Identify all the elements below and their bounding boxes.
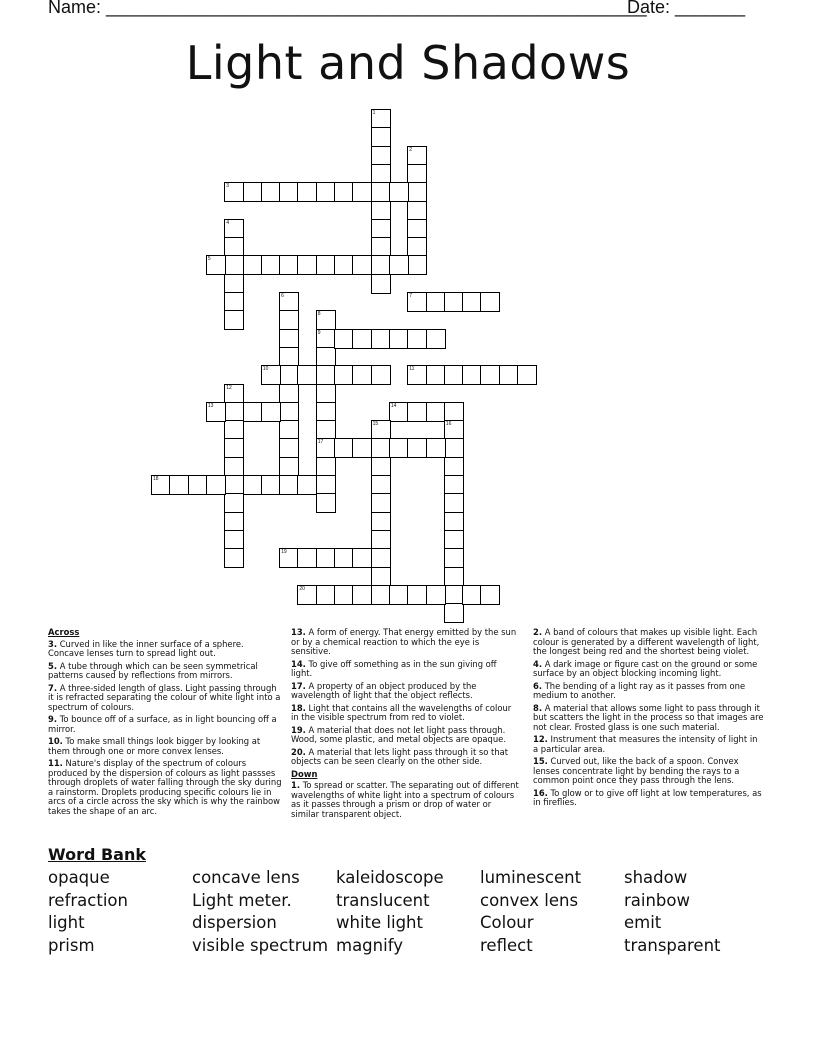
crossword-cell[interactable] bbox=[279, 292, 299, 312]
word-bank-item: convex lens bbox=[480, 890, 579, 910]
cell-number: 1 bbox=[372, 110, 376, 116]
clue-down-6 bbox=[533, 682, 765, 701]
crossword-cell[interactable] bbox=[334, 585, 354, 605]
clue-number: 18. bbox=[291, 702, 306, 713]
crossword-cell[interactable] bbox=[426, 585, 446, 605]
crossword-cell[interactable] bbox=[371, 512, 391, 532]
crossword-cell[interactable] bbox=[426, 365, 446, 385]
clue-number: 3. bbox=[48, 638, 58, 649]
crossword-cell[interactable] bbox=[444, 585, 464, 605]
cell-number: 13 bbox=[207, 402, 214, 409]
crossword-cell[interactable] bbox=[407, 182, 427, 202]
clue-across-14 bbox=[291, 660, 519, 679]
date-line: Date: _______ bbox=[627, 0, 746, 17]
crossword-cell[interactable] bbox=[279, 420, 299, 440]
clues-column-3 bbox=[533, 628, 765, 811]
word-bank-item: Light meter. bbox=[192, 890, 292, 910]
clue-text: Curved in like the inner surface of a sphere. Concave lenses turn to spread light out. bbox=[48, 638, 244, 658]
cell-number: 12 bbox=[226, 384, 232, 391]
crossword-cell[interactable] bbox=[316, 255, 336, 275]
word-bank-item: opaque bbox=[48, 868, 110, 887]
crossword-cell[interactable] bbox=[188, 475, 208, 495]
crossword-cell[interactable] bbox=[407, 402, 427, 422]
crossword-cell[interactable] bbox=[371, 548, 391, 568]
crossword-cell[interactable] bbox=[261, 255, 281, 275]
clue-number: 13. bbox=[291, 627, 306, 637]
word-bank-item: luminescent bbox=[480, 868, 582, 887]
crossword-cell[interactable] bbox=[352, 548, 372, 568]
crossword-cell[interactable] bbox=[224, 475, 244, 495]
crossword-cell[interactable] bbox=[316, 585, 336, 605]
crossword-cell[interactable] bbox=[444, 420, 464, 440]
clue-number: 14. bbox=[291, 658, 306, 669]
crossword-cell[interactable] bbox=[279, 402, 299, 422]
clue-text: A material that lets light pass through it so that objects can be seen clearly on the other side. bbox=[291, 746, 509, 766]
crossword-cell[interactable] bbox=[426, 292, 446, 312]
crossword-cell[interactable] bbox=[389, 402, 409, 422]
word-bank-item: dispersion bbox=[192, 913, 277, 933]
crossword-cell[interactable] bbox=[334, 182, 354, 202]
cell-number: 7 bbox=[409, 293, 412, 299]
crossword-cell[interactable] bbox=[297, 182, 317, 202]
clue-number: 8. bbox=[533, 702, 543, 713]
crossword-cell[interactable] bbox=[352, 329, 372, 349]
word-bank-title: Word Bank bbox=[48, 845, 147, 864]
crossword-cell[interactable] bbox=[279, 548, 299, 568]
crossword-cell[interactable] bbox=[261, 402, 281, 422]
clue-text: To bounce off of a surface, as in light bouncing off a mirror. bbox=[48, 714, 277, 734]
clue-across-10 bbox=[48, 737, 282, 756]
cell-number: 8 bbox=[317, 311, 321, 318]
crossword-cell[interactable] bbox=[462, 585, 482, 605]
cell-number: 15 bbox=[372, 421, 379, 428]
crossword-cell[interactable] bbox=[371, 438, 391, 458]
crossword-cell[interactable] bbox=[261, 475, 281, 495]
clue-down-8 bbox=[533, 704, 765, 733]
crossword-cell[interactable] bbox=[426, 438, 446, 458]
word-bank-item: refraction bbox=[48, 890, 128, 910]
cell-number: 14 bbox=[390, 402, 397, 409]
crossword-cell[interactable] bbox=[499, 365, 519, 385]
crossword-cell[interactable] bbox=[279, 347, 299, 367]
crossword-cell[interactable] bbox=[444, 603, 464, 623]
crossword-cell[interactable] bbox=[261, 182, 281, 202]
clue-number: 17. bbox=[291, 680, 306, 691]
cell-number: 11 bbox=[409, 366, 415, 373]
clue-text: A material that does not let light pass through. Wood, some plastic, and metal objects are opaque. bbox=[291, 724, 507, 744]
word-bank-item: emit bbox=[624, 913, 662, 933]
crossword-cell[interactable] bbox=[426, 329, 446, 349]
crossword-cell[interactable] bbox=[517, 365, 537, 385]
crossword-cell[interactable] bbox=[224, 237, 244, 257]
crossword-cell[interactable] bbox=[151, 475, 171, 495]
crossword-cell[interactable] bbox=[352, 365, 372, 385]
cell-number: 10 bbox=[262, 366, 269, 373]
crossword-cell[interactable] bbox=[352, 438, 372, 458]
cell-number: 2 bbox=[409, 146, 412, 153]
clue-number: 4. bbox=[533, 658, 543, 669]
crossword-cell[interactable] bbox=[279, 182, 299, 202]
crossword-cell[interactable] bbox=[444, 548, 464, 568]
clue-across-9 bbox=[48, 715, 282, 734]
crossword-cell[interactable] bbox=[352, 585, 372, 605]
word-bank-item: translucent bbox=[336, 890, 430, 910]
crossword-cell[interactable] bbox=[297, 475, 317, 495]
word-bank bbox=[48, 868, 744, 959]
crossword-cell[interactable] bbox=[371, 237, 391, 257]
clue-across-7 bbox=[48, 684, 282, 713]
crossword-cell[interactable] bbox=[261, 365, 281, 385]
word-bank-item: kaleidoscope bbox=[336, 868, 444, 887]
crossword-cell[interactable] bbox=[407, 255, 427, 275]
clue-text: To give off something as in the sun giving off light. bbox=[291, 658, 497, 678]
clue-across-13 bbox=[291, 628, 519, 657]
page-title: Light and Shadows bbox=[185, 36, 631, 90]
crossword-cell[interactable] bbox=[371, 420, 391, 440]
crossword-cell[interactable] bbox=[279, 457, 299, 477]
crossword-cell[interactable] bbox=[407, 585, 427, 605]
crossword-cell[interactable] bbox=[444, 457, 464, 477]
crossword-cell[interactable] bbox=[224, 310, 244, 330]
cell-number: 19 bbox=[281, 549, 287, 556]
crossword-cell[interactable] bbox=[279, 310, 299, 330]
crossword-cell[interactable] bbox=[169, 475, 189, 495]
crossword-cell[interactable] bbox=[224, 548, 244, 568]
crossword-cell[interactable] bbox=[243, 182, 263, 202]
crossword-cell[interactable] bbox=[224, 420, 244, 440]
crossword-cell[interactable] bbox=[334, 548, 354, 568]
crossword-cell[interactable] bbox=[371, 585, 391, 605]
crossword-cell[interactable] bbox=[334, 438, 354, 458]
crossword-cell[interactable] bbox=[316, 329, 336, 349]
crossword-cell[interactable] bbox=[480, 292, 500, 312]
clue-text: To make small things look bigger by looking at them through one or more convex lenses. bbox=[48, 736, 261, 756]
crossword-cell[interactable] bbox=[444, 567, 464, 587]
word-bank-item: Colour bbox=[480, 913, 534, 933]
crossword-cell[interactable] bbox=[426, 402, 446, 422]
clue-text: To glow or to give off light at low temperatures, as in fireflies. bbox=[533, 787, 762, 807]
crossword-cell[interactable] bbox=[316, 402, 336, 422]
across-heading: Across bbox=[48, 627, 80, 637]
crossword-cell[interactable] bbox=[371, 329, 391, 349]
clue-down-12 bbox=[533, 735, 765, 754]
crossword-cell[interactable] bbox=[407, 438, 427, 458]
crossword-cell[interactable] bbox=[243, 402, 263, 422]
clue-number: 7. bbox=[48, 682, 58, 693]
crossword-cell[interactable] bbox=[224, 182, 244, 202]
cell-number: 16 bbox=[445, 421, 452, 428]
cell-number: 5 bbox=[207, 256, 211, 263]
crossword-cell[interactable] bbox=[224, 274, 244, 294]
crossword-cell[interactable] bbox=[224, 402, 244, 422]
crossword-cell[interactable] bbox=[316, 475, 336, 495]
name-line: Name: ______________________________________________________ bbox=[48, 0, 647, 17]
clue-text: Nature's display of the spectrum of colours produced by the dispersion of colours as light passses through droplets of water falling through the sky during a rainstorm. Droplets producing specific colours lie in arcs of a circle across the sky which is why the rainbow takes the shape of an arc. bbox=[48, 758, 282, 816]
crossword-cell[interactable] bbox=[279, 365, 299, 385]
clue-text: A tube through which can be seen symmetrical patterns caused by reflections from mirrors. bbox=[48, 660, 258, 680]
clue-across-11 bbox=[48, 759, 282, 816]
cell-number: 17 bbox=[317, 439, 324, 446]
clue-number: 19. bbox=[291, 724, 306, 735]
clue-text: A property of an object produced by the wavelength of light that the object reflects. bbox=[291, 680, 477, 700]
crossword-cell[interactable] bbox=[480, 365, 500, 385]
crossword-cell[interactable] bbox=[371, 182, 391, 202]
crossword-cell[interactable] bbox=[371, 493, 391, 513]
crossword-cell[interactable] bbox=[224, 438, 244, 458]
crossword-cell[interactable] bbox=[316, 420, 336, 440]
clue-across-20 bbox=[291, 748, 519, 767]
crossword-cell[interactable] bbox=[279, 384, 299, 404]
crossword-cell[interactable] bbox=[389, 438, 409, 458]
crossword-cell[interactable] bbox=[316, 457, 336, 477]
crossword-cell[interactable] bbox=[407, 219, 427, 239]
clue-down-16 bbox=[533, 789, 765, 808]
clue-text: A three-sided length of glass. Light passing through it is refracted separating the colour of white light into a spectrum of colours. bbox=[48, 682, 281, 712]
crossword-cell[interactable] bbox=[444, 475, 464, 495]
clue-text: To spread or scatter. The separating out of different wavelengths of white light into a spectrum of colours as it passes through a prism or drop of water or similar transparent object. bbox=[291, 780, 519, 819]
clue-text: A form of energy. That energy emitted by the sun or by a chemical reaction to which the eye is sensitive. bbox=[291, 627, 517, 656]
crossword-cell[interactable] bbox=[371, 219, 391, 239]
crossword-cell[interactable] bbox=[407, 365, 427, 385]
crossword-cell[interactable] bbox=[224, 493, 244, 513]
word-bank-item: magnify bbox=[336, 936, 403, 956]
word-bank-item: visible spectrum bbox=[192, 936, 329, 956]
crossword-cell[interactable] bbox=[297, 365, 317, 385]
crossword-cell[interactable] bbox=[371, 567, 391, 587]
down-heading: Down bbox=[291, 768, 318, 779]
clue-number: 6. bbox=[533, 680, 543, 691]
clue-text: A dark image or figure cast on the ground or some surface by an object blocking incoming light. bbox=[533, 658, 758, 678]
crossword-cell[interactable] bbox=[334, 255, 354, 275]
crossword-cell[interactable] bbox=[444, 402, 464, 422]
crossword-cell[interactable] bbox=[371, 164, 391, 184]
clue-text: Light that contains all the wavelengths of colour in the visible spectrum from red to violet. bbox=[291, 702, 512, 722]
clue-down-1 bbox=[291, 781, 519, 819]
word-bank-item: concave lens bbox=[192, 868, 300, 887]
crossword-cell[interactable] bbox=[279, 329, 299, 349]
crossword-cell[interactable] bbox=[407, 292, 427, 312]
crossword-cell[interactable] bbox=[316, 493, 336, 513]
word-bank-item: white light bbox=[336, 913, 423, 933]
crossword-cell[interactable] bbox=[407, 201, 427, 221]
clue-across-5 bbox=[48, 662, 282, 681]
crossword-cell[interactable] bbox=[389, 255, 409, 275]
clue-number: 10. bbox=[48, 736, 63, 746]
crossword-cell[interactable] bbox=[407, 329, 427, 349]
crossword-cell[interactable] bbox=[371, 146, 391, 166]
crossword-cell[interactable] bbox=[371, 365, 391, 385]
clue-number: 12. bbox=[533, 734, 548, 744]
crossword-cell[interactable] bbox=[480, 585, 500, 605]
cell-number: 6 bbox=[281, 293, 284, 299]
crossword-cell[interactable] bbox=[316, 310, 336, 330]
clues-column-2 bbox=[291, 628, 519, 822]
crossword-cell[interactable] bbox=[444, 493, 464, 513]
clue-across-3 bbox=[48, 640, 282, 659]
clue-down-15 bbox=[533, 757, 765, 786]
crossword-cell[interactable] bbox=[407, 164, 427, 184]
cell-number: 9 bbox=[317, 329, 321, 336]
crossword-cell[interactable] bbox=[243, 255, 263, 275]
clue-text: The bending of a light ray as it passes from one medium to another. bbox=[533, 680, 746, 700]
crossword-cell[interactable] bbox=[224, 384, 244, 404]
clue-number: 11. bbox=[48, 758, 63, 768]
crossword-cell[interactable] bbox=[389, 329, 409, 349]
crossword-cell[interactable] bbox=[297, 585, 317, 605]
crossword-cell[interactable] bbox=[371, 109, 391, 129]
crossword-cell[interactable] bbox=[279, 438, 299, 458]
crossword-cell[interactable] bbox=[444, 292, 464, 312]
word-bank-item: transparent bbox=[624, 936, 721, 956]
clue-text: Instrument that measures the intensity of light in a particular area. bbox=[533, 734, 758, 754]
crossword-cell[interactable] bbox=[407, 237, 427, 257]
clue-number: 16. bbox=[533, 787, 548, 798]
clue-text: Curved out, like the back of a spoon. Convex lenses concentrate light by bending the rays to a common point once they pass through the lens. bbox=[533, 756, 740, 785]
cell-number: 18 bbox=[153, 476, 159, 482]
crossword-cell[interactable] bbox=[316, 182, 336, 202]
crossword-cell[interactable] bbox=[316, 347, 336, 367]
clue-number: 15. bbox=[533, 756, 548, 766]
crossword-cell[interactable] bbox=[389, 182, 409, 202]
crossword-cell[interactable] bbox=[462, 292, 482, 312]
word-bank-item: reflect bbox=[480, 936, 533, 956]
clue-text: A band of colours that makes up visible light. Each colour is generated by a different wavelength of light, the longest being red and the shortest being violet. bbox=[533, 627, 760, 656]
clue-number: 2. bbox=[533, 627, 543, 637]
crossword-cell[interactable] bbox=[316, 365, 336, 385]
clue-across-19 bbox=[291, 726, 519, 745]
clue-down-4 bbox=[533, 660, 765, 679]
crossword-cell[interactable] bbox=[224, 255, 244, 275]
crossword-cell[interactable] bbox=[224, 457, 244, 477]
clue-across-18 bbox=[291, 704, 519, 723]
crossword-cell[interactable] bbox=[206, 475, 226, 495]
crossword-cell[interactable] bbox=[206, 402, 226, 422]
crossword-cell[interactable] bbox=[224, 512, 244, 532]
crossword-cell[interactable] bbox=[371, 127, 391, 147]
crossword-cell[interactable] bbox=[371, 201, 391, 221]
word-bank-item: prism bbox=[48, 936, 95, 956]
crossword-cell[interactable] bbox=[297, 255, 317, 275]
crossword-cell[interactable] bbox=[371, 475, 391, 495]
crossword-cell[interactable] bbox=[444, 530, 464, 550]
crossword-cell[interactable] bbox=[462, 365, 482, 385]
crossword-cell[interactable] bbox=[279, 255, 299, 275]
word-bank-item: rainbow bbox=[624, 890, 690, 910]
crossword-cell[interactable] bbox=[371, 457, 391, 477]
crossword-cell[interactable] bbox=[352, 182, 372, 202]
crossword-cell[interactable] bbox=[371, 255, 391, 275]
crossword-cell[interactable] bbox=[334, 329, 354, 349]
crossword-cell[interactable] bbox=[444, 365, 464, 385]
clue-number: 9. bbox=[48, 714, 58, 724]
crossword-cell[interactable] bbox=[316, 384, 336, 404]
crossword-cell[interactable] bbox=[297, 548, 317, 568]
crossword-cell[interactable] bbox=[371, 274, 391, 294]
crossword-cell[interactable] bbox=[407, 146, 427, 166]
clues-column-1 bbox=[48, 628, 282, 819]
crossword-cell[interactable] bbox=[371, 530, 391, 550]
crossword-cell[interactable] bbox=[389, 585, 409, 605]
crossword-cell[interactable] bbox=[444, 438, 464, 458]
clue-number: 1. bbox=[291, 780, 301, 790]
clue-across-17 bbox=[291, 682, 519, 701]
clue-text: A material that allows some light to pass through it but scatters the light in the process so that images are not clear. Frosted glass is one such material. bbox=[533, 702, 764, 732]
crossword-cell[interactable] bbox=[316, 438, 336, 458]
cell-number: 20 bbox=[299, 585, 305, 592]
crossword-cell[interactable] bbox=[352, 255, 372, 275]
clue-number: 20. bbox=[291, 746, 306, 757]
crossword-cell[interactable] bbox=[224, 219, 244, 239]
clue-number: 5. bbox=[48, 660, 58, 671]
crossword-cell[interactable] bbox=[224, 292, 244, 312]
crossword-cell[interactable] bbox=[206, 255, 226, 275]
word-bank-item: light bbox=[48, 913, 85, 933]
cell-number: 3 bbox=[226, 183, 229, 190]
word-bank-item: shadow bbox=[624, 868, 688, 887]
crossword-cell[interactable] bbox=[444, 512, 464, 532]
crossword-cell[interactable] bbox=[316, 548, 336, 568]
crossword-cell[interactable] bbox=[279, 475, 299, 495]
cell-number: 4 bbox=[226, 219, 229, 226]
clue-down-2 bbox=[533, 628, 765, 657]
crossword-cell[interactable] bbox=[334, 365, 354, 385]
crossword-cell[interactable] bbox=[243, 475, 263, 495]
crossword-cell[interactable] bbox=[224, 530, 244, 550]
